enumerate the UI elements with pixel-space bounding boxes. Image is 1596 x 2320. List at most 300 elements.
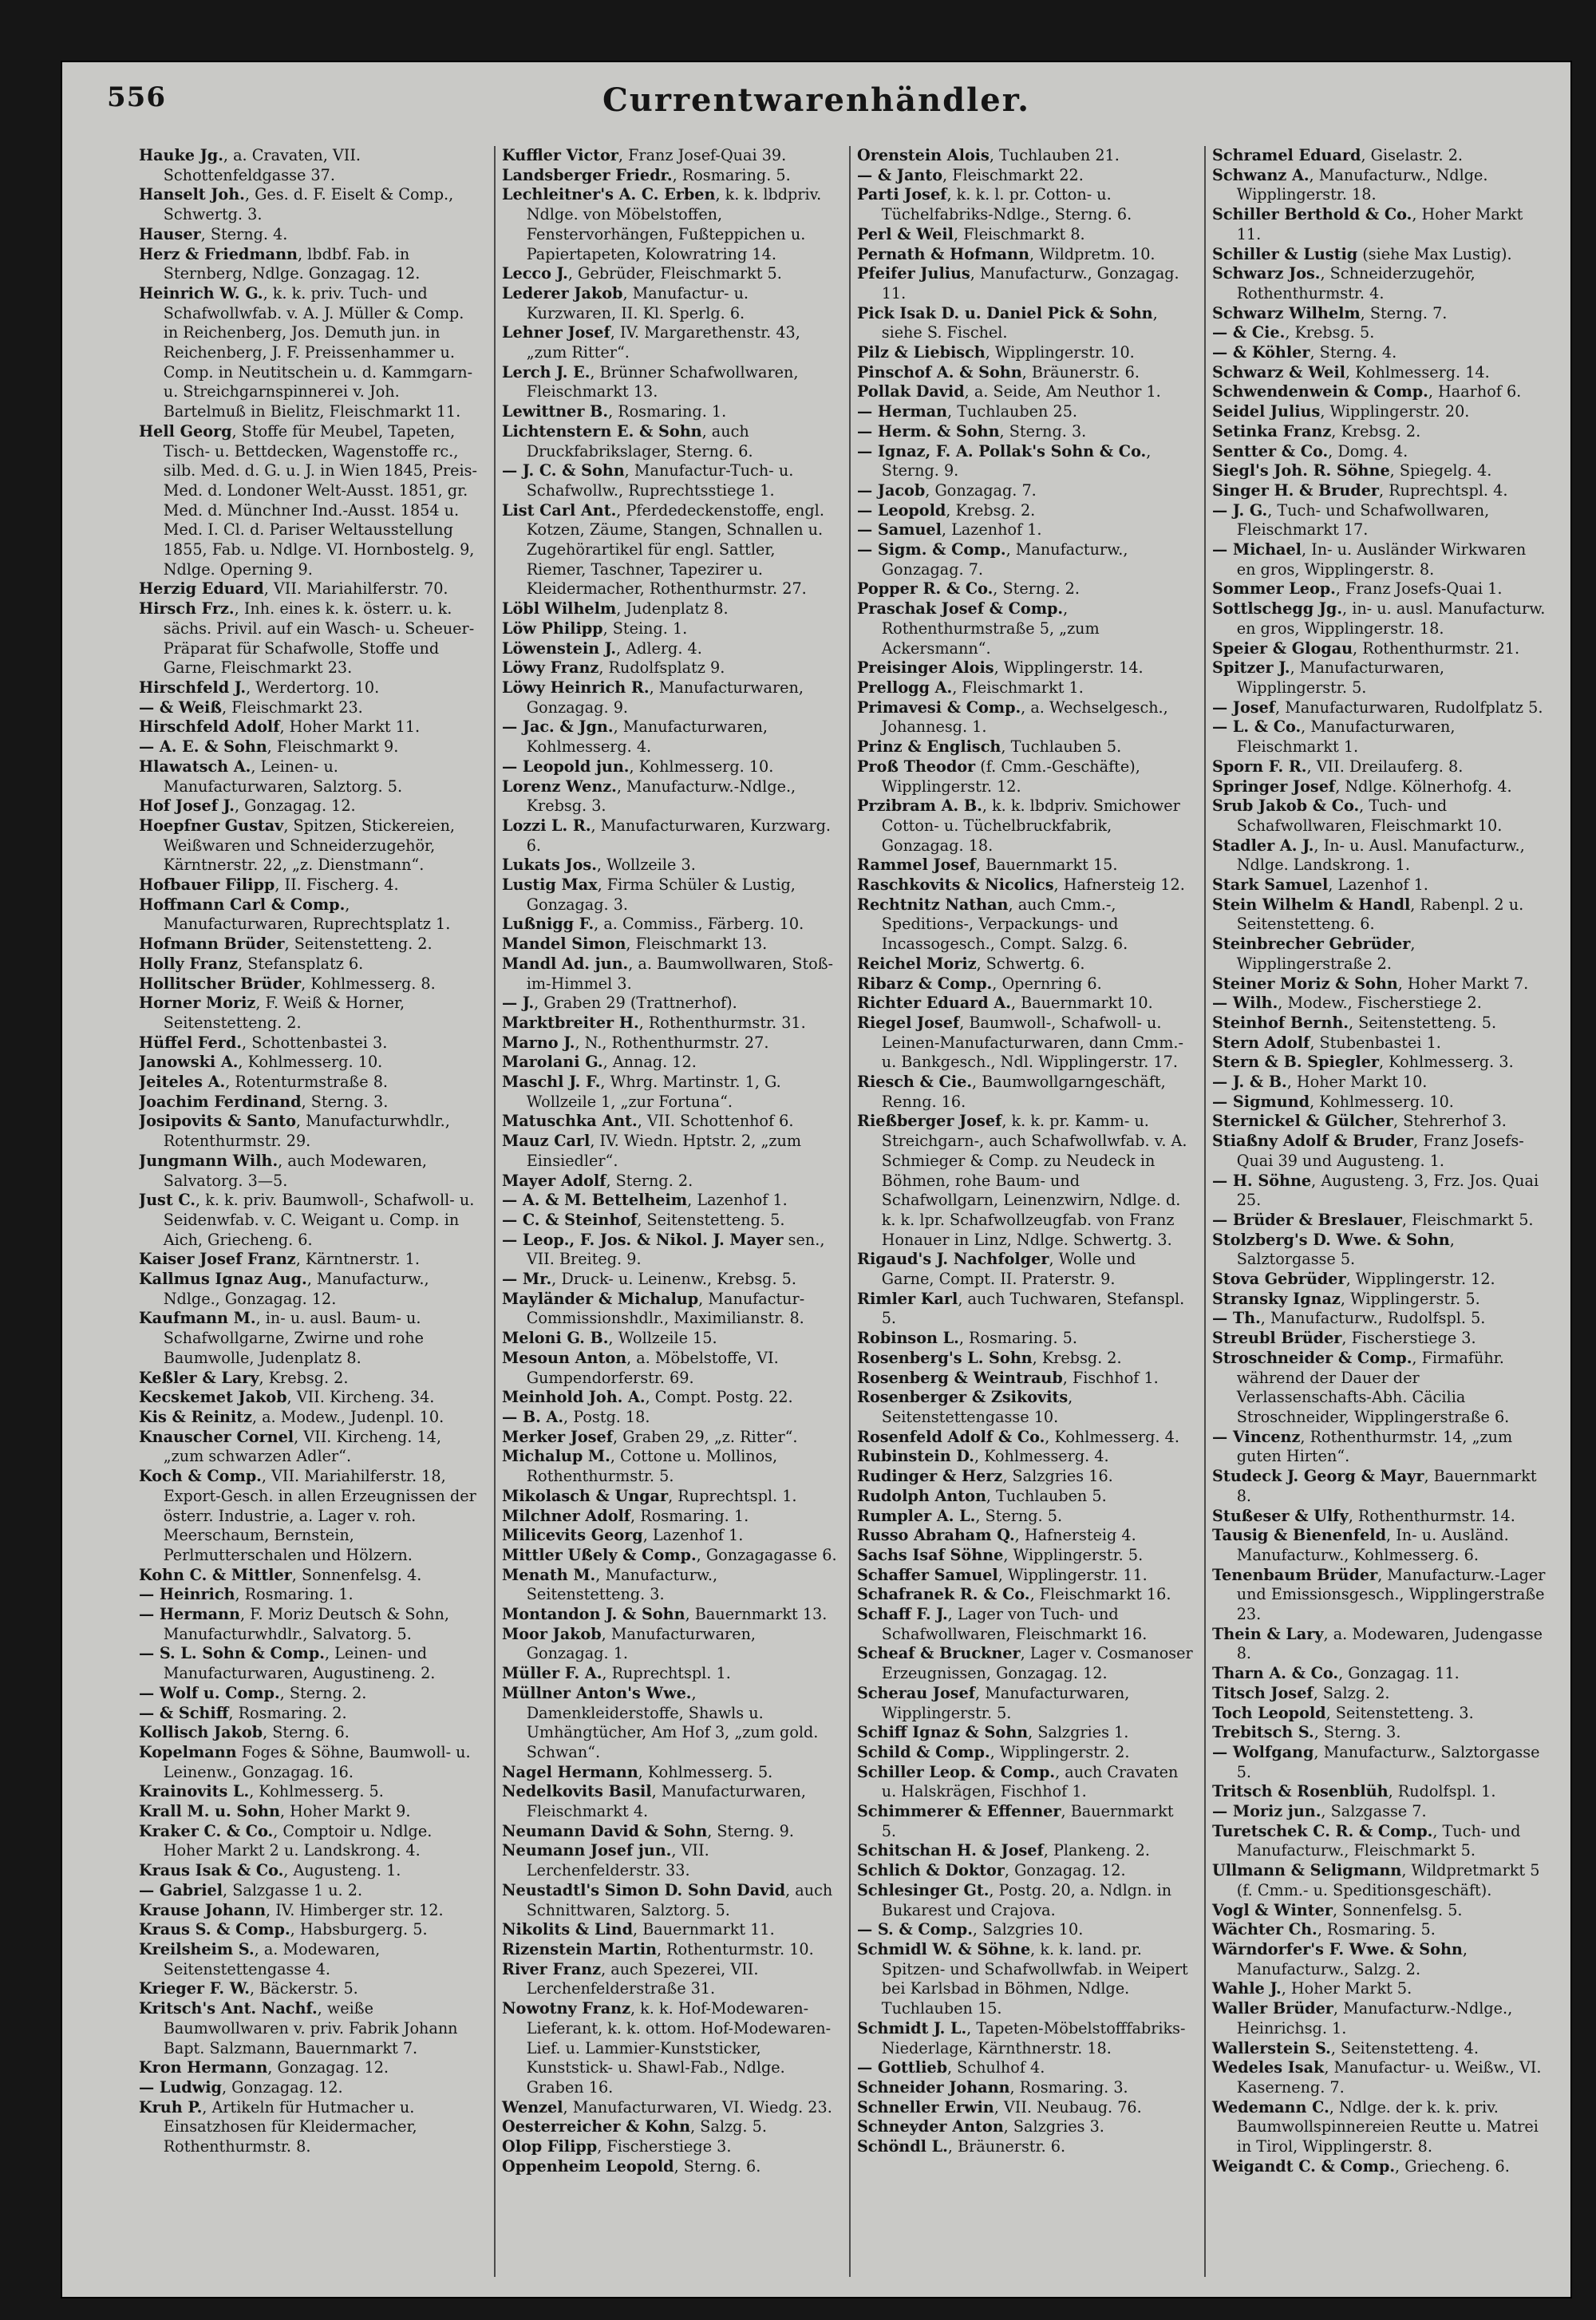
entry-name: Löw Philipp [502,619,603,638]
entry-details: , Wipplingerstr. 5. [1003,1545,1144,1564]
directory-entry [502,639,838,659]
entry-name: Scherau Josef [857,1683,976,1702]
entry-details: , Bauernmarkt 5. [881,1802,1174,1840]
entry-details: , Artikeln für Hutmacher u. Einsatzhosen für Kleidermacher, Rothenthurmstr. 8. [163,2097,417,2156]
entry-name: Steinbrecher Gebrüder [1212,935,1411,954]
entry-name: Schöndl L. [857,2137,948,2156]
directory-entry [857,2137,1193,2157]
directory-entry [1212,1782,1548,1802]
entry-details: , Manufacturwaren, VI. Wiedg. 23. [563,2097,832,2116]
directory-entry [139,1270,483,1309]
entry-details: , Rosmaring. 1. [630,1506,749,1525]
entry-details: , Werdertorg. 10. [246,678,380,697]
directory-entry [139,1467,483,1566]
directory-entry [502,658,838,678]
directory-entry [1212,717,1548,757]
entry-name: Studeck J. Georg & Mayr [1212,1467,1424,1486]
entry-name: Schwanz A. [1212,165,1310,184]
entry-name: Horner Moriz [139,994,256,1013]
entry-details: , Sonnenfelsg. 4. [291,1565,422,1584]
directory-entry [139,599,483,678]
entry-name: Schlesinger Gt. [857,1880,990,1899]
entry-details: , Ruprechtspl. 1. [602,1664,731,1683]
entry-name: Pilz & Liebisch [857,343,986,362]
entry-details: , auch Tuchwaren, Stefanspl. 5. [881,1289,1185,1328]
entry-name: Hollitscher Brüder [139,974,302,993]
entry-name: Schwarz & Weil [1212,362,1345,381]
entry-details: , Sterng. 4. [200,224,288,243]
entry-name: Schitschan H. & Josef [857,1841,1044,1860]
entry-name: Setinka Franz [1212,421,1332,441]
entry-details: , Manufactur-Commissionshdlr., Maximilianstr. 8. [526,1289,805,1328]
entry-name: Ullmann & Seligmann [1212,1861,1402,1880]
entry-details: , Tuch- und Schafwollwaren, Fleischmarkt 10. [1236,796,1503,835]
directory-entry [857,1507,1193,1527]
entry-details: , Ges. d. F. Eiselt & Comp., Schwertg. 3. [163,185,454,224]
entry-details: , Seitenstetteng. 5. [1348,1013,1497,1032]
entry-name: — J. G. [1212,500,1268,520]
entry-details: , Schwertg. 6. [976,954,1085,973]
entry-name: — Brüder & Breslauer [1212,1210,1402,1229]
entry-name: Hlawatsch A. [139,757,251,776]
directory-entry [502,284,838,323]
directory-entry [139,1152,483,1191]
entry-details: , Tuchlauben 5. [1001,737,1122,757]
entry-details: , IV. Himberger str. 12. [266,1900,444,1919]
directory-entry [857,520,1193,540]
directory-entry [502,1231,838,1270]
directory-entry [1212,875,1548,895]
directory-entry [502,1920,838,1940]
directory-entry [857,1073,1193,1112]
entry-details: , Bauernmarkt 13. [685,1605,828,1624]
directory-entry [139,1566,483,1586]
entry-name: Schild & Comp. [857,1742,990,1761]
directory-entry [139,1920,483,1940]
directory-entry [857,1861,1193,1881]
entry-details: , Krebsg. 2. [1032,1348,1122,1367]
entry-name: Nedelkovits Basil [502,1782,652,1801]
directory-entry [502,1566,838,1605]
entry-name: Koch & Comp. [139,1467,262,1486]
entry-name: Tritsch & Rosenblüh [1212,1782,1389,1801]
directory-entry [857,1329,1193,1349]
entry-name: Schwarz Jos. [1212,264,1321,283]
directory-entry [1212,1802,1548,1822]
entry-details: , Rothenthurmstr. 14, „zum guten Hirten“. [1236,1427,1513,1466]
entry-name: Landsberger Friedr. [502,165,673,184]
directory-entry [139,1822,483,1861]
directory-entry [1212,382,1548,402]
entry-name: — & Janto [857,165,942,184]
directory-entry [502,915,838,935]
directory-entry [857,1014,1193,1073]
entry-name: Popper R. & Co. [857,579,994,599]
entry-name: Schiller Leop. & Comp. [857,1762,1056,1781]
entry-details: , Sterng. 9. [707,1821,794,1840]
directory-entry [857,1920,1193,1940]
directory-entry [502,1526,838,1546]
entry-name: — Gottlieb [857,2058,947,2077]
entry-name: Toch Leopold [1212,1703,1326,1722]
entry-details: , Manufactur- u. Kurzwaren, II. Kl. Sperlg. 6. [526,283,749,322]
entry-details: , Wolle und Garne, Compt. II. Praterstr. 9. [881,1250,1136,1289]
directory-entry [502,1605,838,1625]
entry-details: , Cottone u. Mollinos, Rothenthurmstr. 5. [526,1447,778,1486]
entry-details: , Tuchlauben 5. [986,1486,1107,1505]
entry-details: , Manufacturwaren, Rudolfplatz 5. [1275,698,1543,717]
directory-entry [139,1782,483,1802]
directory-entry [502,363,838,402]
entry-details: , Wipplingerstr. 10. [985,343,1135,362]
entry-details: , Gonzagag. 12. [1004,1861,1126,1880]
entry-name: Lechleitner's A. C. Erben [502,185,716,204]
entry-details: , Sterng. 6. [674,2156,761,2176]
entry-details: , Schulhof 4. [946,2058,1045,2077]
directory-entry [139,245,483,284]
directory-entry [857,442,1193,481]
directory-entry [502,1388,838,1408]
entry-details: , Franz Josefs-Quai 39 und Augusteng. 1. [1236,1132,1524,1170]
entry-name: Oppenheim Leopold [502,2156,674,2176]
entry-name: Turetschek C. R. & Comp. [1212,1821,1433,1840]
entry-name: Schiff Ignaz & Sohn [857,1723,1029,1742]
directory-entry [1212,2157,1548,2177]
directory-entry [1212,777,1548,797]
entry-name: — H. Söhne [1212,1171,1312,1190]
entry-details: , Augusteng. 3, Frz. Jos. Quai 25. [1236,1171,1539,1210]
entry-details: , Fleischmarkt 8. [953,224,1085,243]
directory-entry [857,1526,1193,1546]
entry-details: , Kohlmesserg. 4. [1045,1427,1179,1446]
entry-name: Wächter Ch. [1212,1920,1317,1939]
entry-details: , Fleischmarkt 1. [952,678,1084,697]
directory-entry [1212,599,1548,638]
directory-entry [857,1369,1193,1389]
entry-details: , Seitenstetteng. 3. [1325,1703,1474,1722]
entry-name: Parti Josef [857,185,947,204]
entry-name: Hauser [139,224,201,243]
entry-name: Kuffler Victor [502,146,618,164]
directory-entry [139,1112,483,1151]
entry-name: — Moriz jun. [1212,1802,1321,1821]
entry-details: , Franz Josefs-Quai 1. [1335,579,1503,599]
entry-details: , Druck- u. Leinenw., Krebsg. 5. [551,1270,796,1289]
entry-name: Krall M. u. Sohn [139,1802,280,1821]
directory-entry [502,1112,838,1132]
entry-name: — Ignaz, F. A. Pollak's Sohn & Co. [857,441,1147,460]
entry-name: Wahle J. [1212,1979,1282,1998]
entry-name: Lußnigg F. [502,915,595,934]
directory-column-1 [139,146,486,2277]
entry-name: Pollak David [857,382,965,401]
directory-entry [1212,698,1548,718]
directory-entry [139,1901,483,1921]
directory-entry [139,1408,483,1428]
directory-entry [139,935,483,954]
entry-name: River Franz [502,1959,602,1978]
directory-entry [857,994,1193,1014]
directory-columns [139,146,1551,2277]
entry-details: , Manufacturwaren, Kurzwarg. 6. [526,816,831,855]
entry-details: , lbdbf. Fab. in Sternberg, Ndlge. Gonzagag. 12. [163,244,421,283]
entry-details: , Kärntnerstr. 1. [295,1250,420,1269]
running-title: Currentwarenhändler. [602,81,1031,119]
directory-entry [1212,1270,1548,1290]
entry-details: , Bauernmarkt 15. [975,856,1118,875]
entry-details: , Postg. 20, a. Ndlgn. in Bukarest und Crajova. [881,1880,1172,1919]
entry-name: Orenstein Alois [857,146,990,164]
entry-details: , Hoher Markt 9. [279,1802,411,1821]
directory-entry [139,1704,483,1724]
directory-entry [1212,1231,1548,1270]
directory-entry [502,1546,838,1566]
directory-entry [857,1566,1193,1586]
entry-details: , Comptoir u. Ndlge. Hoher Markt 2 u. Landskrong. 4. [163,1821,433,1860]
entry-details: , Habsburgerg. 5. [290,1920,428,1939]
entry-details: , Stefansplatz 6. [238,954,364,973]
entry-name: Lozzi L. R. [502,816,591,835]
directory-entry [502,717,838,757]
entry-name: Rumpler A. L. [857,1506,976,1525]
entry-details: , Haarhof 6. [1428,382,1522,401]
entry-name: — B. A. [502,1408,564,1426]
entry-name: — Wilh. [1212,994,1278,1013]
directory-entry [857,1428,1193,1448]
directory-entry [139,1093,483,1113]
entry-details: , Stubenbastei 1. [1310,1033,1441,1052]
directory-entry [1212,323,1548,343]
entry-details: , Augusteng. 1. [283,1861,401,1880]
entry-details: , IV. Wiedn. Hptstr. 2, „zum Einsiedler“. [526,1132,802,1170]
directory-entry [502,875,838,915]
entry-name: Lerch J. E. [502,362,591,381]
entry-details: , Schottenbastei 3. [242,1033,388,1052]
directory-entry [1212,1979,1548,1999]
entry-details: , Bäckerstr. 5. [249,1979,358,1998]
entry-name: Kopelmann [139,1742,237,1761]
directory-entry [1212,461,1548,481]
entry-details: , Adlerg. 4. [616,638,702,658]
entry-details: , Manufactur- u. Weißw., VI. Kaserneng. 7. [1236,2058,1542,2097]
entry-name: Rigaud's J. Nachfolger [857,1250,1049,1269]
directory-entry [502,1073,838,1112]
entry-details: , Tuchlauben 25. [947,402,1078,421]
directory-entry [139,757,483,796]
directory-entry [502,1782,838,1821]
directory-entry [502,501,838,600]
entry-details: , Spiegelg. 4. [1389,461,1492,480]
entry-name: — Herman [857,402,947,421]
directory-entry [502,678,838,717]
directory-entry [1212,1211,1548,1231]
entry-name: Stadler A. J. [1212,836,1314,855]
directory-entry [139,1388,483,1408]
entry-details: , Sterng. 3. [1314,1723,1401,1742]
entry-name: — & Köhler [1212,343,1310,362]
entry-details: , Rothenthurmstr. 31. [638,1013,806,1032]
entry-details: , k. k. l. pr. Cotton- u. Tüchelfabriks-Ndlge., Sterng. 6. [881,185,1132,224]
entry-details: , Kohlmesserg. 14. [1345,362,1490,381]
directory-entry [139,146,483,185]
entry-name: Kritsch's Ant. Nachf. [139,1999,318,2018]
directory-entry [502,264,838,284]
entry-details: , a. Wechselgesch., Johannesg. 1. [881,698,1168,737]
entry-details: , Rosmaring. 5. [672,165,791,184]
entry-name: — Wolfgang [1212,1742,1314,1761]
directory-entry [139,284,483,422]
entry-details: , Kohlmesserg. 10. [1310,1092,1454,1111]
directory-entry [857,599,1193,658]
directory-entry [1212,1526,1548,1565]
entry-name: Scheaf & Bruckner [857,1644,1021,1663]
entry-details: , Manufacturw., Ndlge. Wipplingerstr. 18. [1236,165,1488,204]
directory-entry [857,1841,1193,1861]
entry-details: , Leinen- u. Manufacturwaren, Salztorg. 5. [163,757,403,796]
entry-details: , Annag. 12. [602,1053,697,1072]
directory-entry [139,1881,483,1901]
entry-details: , k. k. lbdpriv. Smichower Cotton- u. Tüchelbruckfabrik, Gonzagag. 18. [881,796,1180,855]
entry-details: , Rudolfspl. 1. [1388,1782,1496,1801]
directory-entry [139,1369,483,1389]
entry-name: Mauz Carl [502,1132,591,1151]
entry-details: , Firmaführ. während der Dauer der Verlassenschafts-Abh. Cäcilia Stroschneider, Wipplingerstraße 6. [1236,1348,1510,1426]
entry-details: , Gonzagag. 12. [234,796,356,816]
entry-details: , Fleischmarkt 13. [626,935,768,954]
entry-details: , Sterng. 2. [993,579,1080,599]
entry-details: , Fischerstiege 3. [1341,1329,1476,1348]
entry-name: Rosenberg & Weintraub [857,1368,1063,1387]
directory-entry [139,954,483,974]
entry-name: Kaiser Josef Franz [139,1250,296,1269]
directory-entry [139,185,483,224]
entry-name: Neumann Josef jun. [502,1841,672,1860]
directory-entry [857,1802,1193,1841]
directory-entry [857,146,1193,166]
entry-name: Sottlschegg Jg. [1212,599,1343,619]
entry-details: , Stoffe für Meubel, Tapeten, Tisch- u. Bettdecken, Wagenstoffe rc., silb. Med. d. G. u. J. in Wien 1845, Preis-Med. d. Londoner Welt-Ausst. 1851, gr. Med. d. Münchner Ind.-Ausst. 1854 u. Med. I. Cl. d. Pariser Weltausstellung 1855, Fab. u. Ndlge. VI. Hornbostelg. 9, Ndlge. Operning 9. [163,421,477,579]
directory-entry [1212,1290,1548,1310]
directory-entry [502,1034,838,1053]
entry-name: Löwy Heinrich R. [502,678,650,697]
entry-details: , Baumwoll-, Schafwoll- u. Leinen-Manufacturwaren, dann Cmm.- u. Bankgesch., Ndl. Wipplingerstr. 17. [881,1013,1183,1072]
entry-name: Milchner Adolf [502,1506,631,1525]
page-header [62,73,1570,129]
entry-details: , Postg. 18. [563,1408,650,1426]
directory-entry [1212,1309,1548,1329]
entry-details: , auch Modewaren, Salvatorg. 3—5. [163,1151,428,1190]
directory-entry [1212,442,1548,462]
directory-entry [139,1309,483,1368]
entry-details: , Graben 29 (Trattnerhof). [534,994,737,1013]
entry-details: , Graben 29, „z. Ritter“. [613,1427,798,1446]
entry-name: Mandl Ad. jun. [502,954,629,973]
entry-details: , Manufacturw., Salztorgasse 5. [1236,1742,1540,1781]
entry-details: , k. k. priv. Baumwoll-, Schafwoll- u. Seidenwfab. v. C. Weigant u. Comp. in Aich, Griecheng. 6. [163,1191,475,1249]
entry-name: Pfeifer Julius [857,264,970,283]
entry-name: Hanselt Joh. [139,185,245,204]
entry-name: Neumann David & Sohn [502,1821,708,1840]
directory-entry [139,698,483,718]
directory-entry [857,954,1193,974]
directory-entry [502,777,838,816]
directory-entry [857,856,1193,875]
directory-entry [502,1349,838,1388]
directory-entry [139,1585,483,1605]
directory-entry [1212,639,1548,659]
entry-details: , Manufacturw.-Ndlge., Krebsg. 3. [526,777,796,816]
entry-name: Perl & Weil [857,224,954,243]
directory-entry [502,1290,838,1329]
directory-entry [857,875,1193,895]
entry-name: — C. & Steinhof [502,1210,638,1229]
directory-entry [1212,836,1548,875]
entry-details: , a. Commiss., Färberg. 10. [594,915,804,934]
entry-name: Wenzel [502,2097,563,2116]
entry-name: Marolani G. [502,1053,603,1072]
entry-name: Riegel Josef [857,1013,960,1032]
directory-entry [1212,363,1548,383]
directory-column-4 [1204,146,1551,2277]
entry-details: , Manufacturwhdlr., Rotenthurmstr. 29. [163,1112,450,1151]
entry-details: , siehe S. Fischel. [881,303,1158,342]
directory-entry [139,816,483,875]
directory-column-3 [849,146,1196,2277]
entry-name: Sentter & Co. [1212,441,1329,460]
directory-entry [139,1428,483,1467]
entry-details: , Ruprechtspl. 1. [668,1486,797,1505]
entry-name: Lorenz Wenz. [502,777,617,796]
entry-name: Riesch & Cie. [857,1073,973,1092]
entry-details: , Plankeng. 2. [1043,1841,1150,1860]
entry-name: Rosenberg's L. Sohn [857,1348,1033,1367]
entry-details: , Sonnenfelsg. 5. [1332,1900,1463,1919]
directory-entry [502,402,838,422]
entry-details: , In- u. Ausländer Wirkwaren en gros, Wipplingerstr. 8. [1236,540,1527,579]
directory-entry [857,382,1193,402]
directory-entry [857,2019,1193,2058]
directory-entry [1212,264,1548,303]
directory-entry [502,935,838,954]
entry-details: , Sterng. 2. [606,1171,693,1190]
entry-details: , VII. Kircheng. 14, „zum schwarzen Adler“. [163,1427,441,1466]
entry-name: Vogl & Winter [1212,1900,1333,1919]
directory-entry [857,1290,1193,1329]
entry-details: , Griecheng. 6. [1395,2156,1510,2176]
entry-details: , weiße Baumwollwaren v. priv. Fabrik Johann Bapt. Salzmann, Bauernmarkt 7. [163,1999,458,2057]
directory-entry [502,1014,838,1034]
entry-name: Jeiteles A. [139,1073,226,1092]
entry-name: Stußeser & Ulfy [1212,1506,1349,1525]
directory-entry [502,1881,838,1920]
directory-entry [1212,796,1548,836]
directory-entry [1212,245,1548,265]
entry-name: Olop Filipp [502,2137,598,2156]
directory-entry [857,1684,1193,1723]
entry-name: Richter Eduard A. [857,994,1011,1013]
entry-name: Maschl J. F. [502,1073,601,1092]
entry-details: , Wipplingerstr. 11. [998,1565,1148,1584]
entry-details: , Krebsg. 5. [1285,323,1375,342]
entry-details: , Baumwollgarngeschäft, Renng. 16. [881,1073,1166,1111]
entry-name: Hofmann Brüder [139,935,285,954]
entry-details: , Lazenhof 1. [687,1191,788,1210]
directory-entry [1212,1428,1548,1467]
directory-entry [139,1802,483,1822]
directory-entry [139,1861,483,1881]
directory-entry [1212,1704,1548,1724]
directory-entry [857,422,1193,442]
